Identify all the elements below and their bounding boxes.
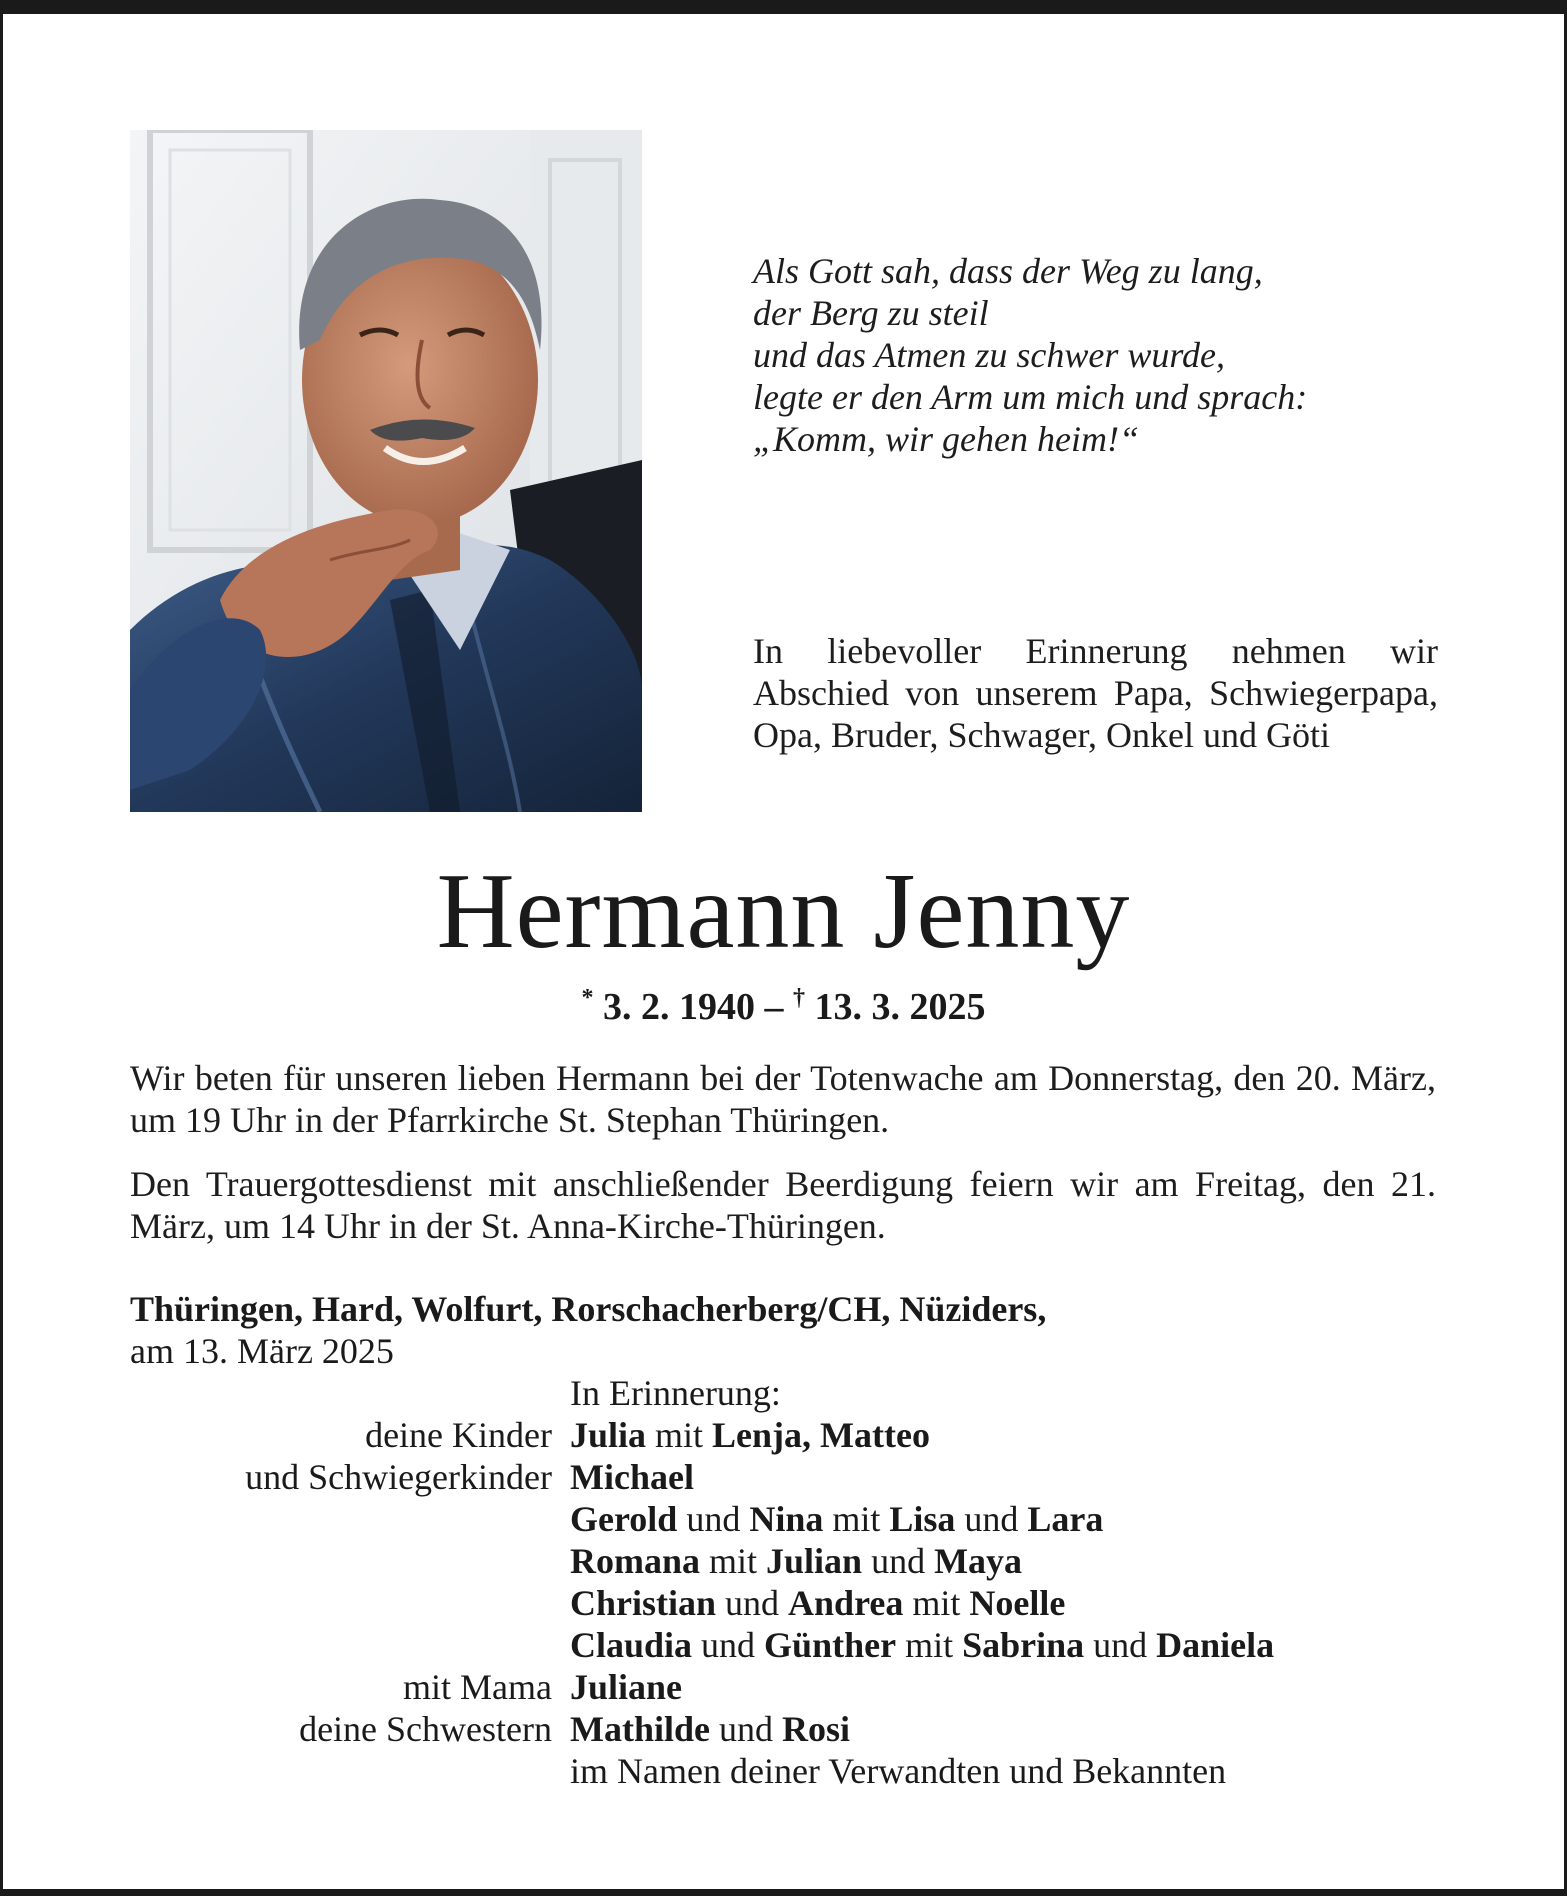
- family-relation-label: und Schwiegerkinder: [245, 1457, 552, 1497]
- family-relation-label: [130, 1582, 552, 1624]
- family-names: [552, 1582, 1065, 1624]
- family-member-name: Lenja, Matteo: [712, 1415, 930, 1455]
- date-separator: –: [764, 986, 784, 1028]
- family-member-name: Claudia: [570, 1625, 693, 1665]
- family-relation-label: [130, 1498, 552, 1540]
- family-row: [130, 1582, 1460, 1624]
- family-list: [130, 1372, 1460, 1792]
- family-names: [552, 1498, 1103, 1540]
- death-date: 13. 3. 2025: [814, 986, 986, 1028]
- family-member-name: Michael: [570, 1457, 694, 1497]
- family-relation-label: mit Mama: [403, 1667, 552, 1707]
- life-dates: [0, 975, 1567, 1030]
- connector-text: und: [955, 1499, 1028, 1539]
- family-member-name: Rosi: [782, 1709, 851, 1749]
- birth-symbol: *: [581, 985, 594, 1011]
- family-names: [552, 1666, 682, 1708]
- family-member-name: Mathilde: [570, 1709, 710, 1749]
- family-names: [552, 1750, 1226, 1792]
- connector-text: mit: [896, 1625, 963, 1665]
- birth-date: 3. 2. 1940: [603, 986, 755, 1028]
- portrait-photo: [130, 130, 642, 812]
- intro-text: In liebevoller Erinnerung nehmen wir Abschied von unserem Papa, Schwiegerpapa, Opa, Bruder, Schwager, Onkel und Göti: [753, 631, 1438, 755]
- family-names: [552, 1708, 850, 1750]
- connector-text: mit: [700, 1541, 767, 1581]
- family-names: [552, 1414, 930, 1456]
- family-member-name: Lisa: [889, 1499, 956, 1539]
- verse-line: legte er den Arm um mich und sprach:: [753, 377, 1308, 417]
- funeral-paragraph: Den Trauergottesdienst mit anschließender Beerdigung feiern wir am Freitag, den 21. März, um 14 Uhr in der St. Anna-Kirche-Thüringen.: [130, 1164, 1436, 1246]
- connector-text: mit: [646, 1415, 713, 1455]
- verse-line: Als Gott sah, dass der Weg zu lang,: [753, 251, 1263, 291]
- family-member-name: Julia: [570, 1415, 647, 1455]
- family-relation-label: [130, 1624, 552, 1666]
- family-member-name: Lara: [1027, 1499, 1104, 1539]
- family-rows: [130, 1414, 1460, 1792]
- family-member-name: Romana: [570, 1541, 701, 1581]
- family-member-name: Julian: [766, 1541, 863, 1581]
- family-member-name: Gerold: [570, 1499, 678, 1539]
- family-row: [130, 1540, 1460, 1582]
- date-line: am 13. März 2025: [130, 1331, 394, 1371]
- family-member-name: Noelle: [969, 1583, 1066, 1623]
- family-relation-label: [130, 1540, 552, 1582]
- verse-line: und das Atmen zu schwer wurde,: [753, 335, 1225, 375]
- family-row: [130, 1498, 1460, 1540]
- verse-line: der Berg zu steil: [753, 293, 989, 333]
- family-names: [552, 1456, 694, 1498]
- family-row: [130, 1708, 1460, 1750]
- connector-text: und: [692, 1625, 765, 1665]
- family-member-name: Andrea: [788, 1583, 904, 1623]
- connector-text: mit: [823, 1499, 890, 1539]
- family-relation-label: deine Kinder: [365, 1415, 552, 1455]
- family-heading-row: [130, 1372, 1460, 1414]
- places-line: Thüringen, Hard, Wolfurt, Rorschacherberg/CH, Nüziders,: [130, 1289, 1047, 1329]
- family-names: [552, 1540, 1022, 1582]
- family-member-name: Maya: [934, 1541, 1023, 1581]
- deceased-name: Hermann Jenny: [436, 852, 1131, 971]
- family-row: [130, 1624, 1460, 1666]
- family-row: [130, 1456, 1460, 1498]
- family-row: [130, 1750, 1460, 1792]
- family-heading: In Erinnerung:: [570, 1373, 781, 1413]
- family-member-name: Sabrina: [962, 1625, 1085, 1665]
- family-relation-label: deine Schwestern: [299, 1709, 552, 1749]
- family-member-name: Juliane: [570, 1667, 683, 1707]
- wake-paragraph: Wir beten für unseren lieben Hermann bei der Totenwache am Donnerstag, den 20. März, um 19 Uhr in der Pfarrkirche St. Stephan Thüringen.: [130, 1058, 1436, 1140]
- death-symbol: †: [793, 985, 805, 1011]
- family-member-name: Daniela: [1156, 1625, 1275, 1665]
- family-relation-label: [130, 1750, 552, 1792]
- connector-text: und: [862, 1541, 935, 1581]
- family-member-name: Christian: [570, 1583, 717, 1623]
- family-row: [130, 1666, 1460, 1708]
- verse-line: „Komm, wir gehen heim!“: [753, 419, 1139, 459]
- family-member-name: Nina: [749, 1499, 824, 1539]
- connector-text: und: [677, 1499, 750, 1539]
- connector-text: mit: [903, 1583, 970, 1623]
- connector-text: und: [716, 1583, 789, 1623]
- verse: [753, 250, 1453, 460]
- connector-text: und: [1084, 1625, 1157, 1665]
- family-member-name: Günther: [764, 1625, 897, 1665]
- family-names: [552, 1624, 1274, 1666]
- family-row: [130, 1414, 1460, 1456]
- connector-text: und: [710, 1709, 782, 1749]
- connector-text: im Namen deiner Verwandten und Bekannten: [570, 1751, 1227, 1791]
